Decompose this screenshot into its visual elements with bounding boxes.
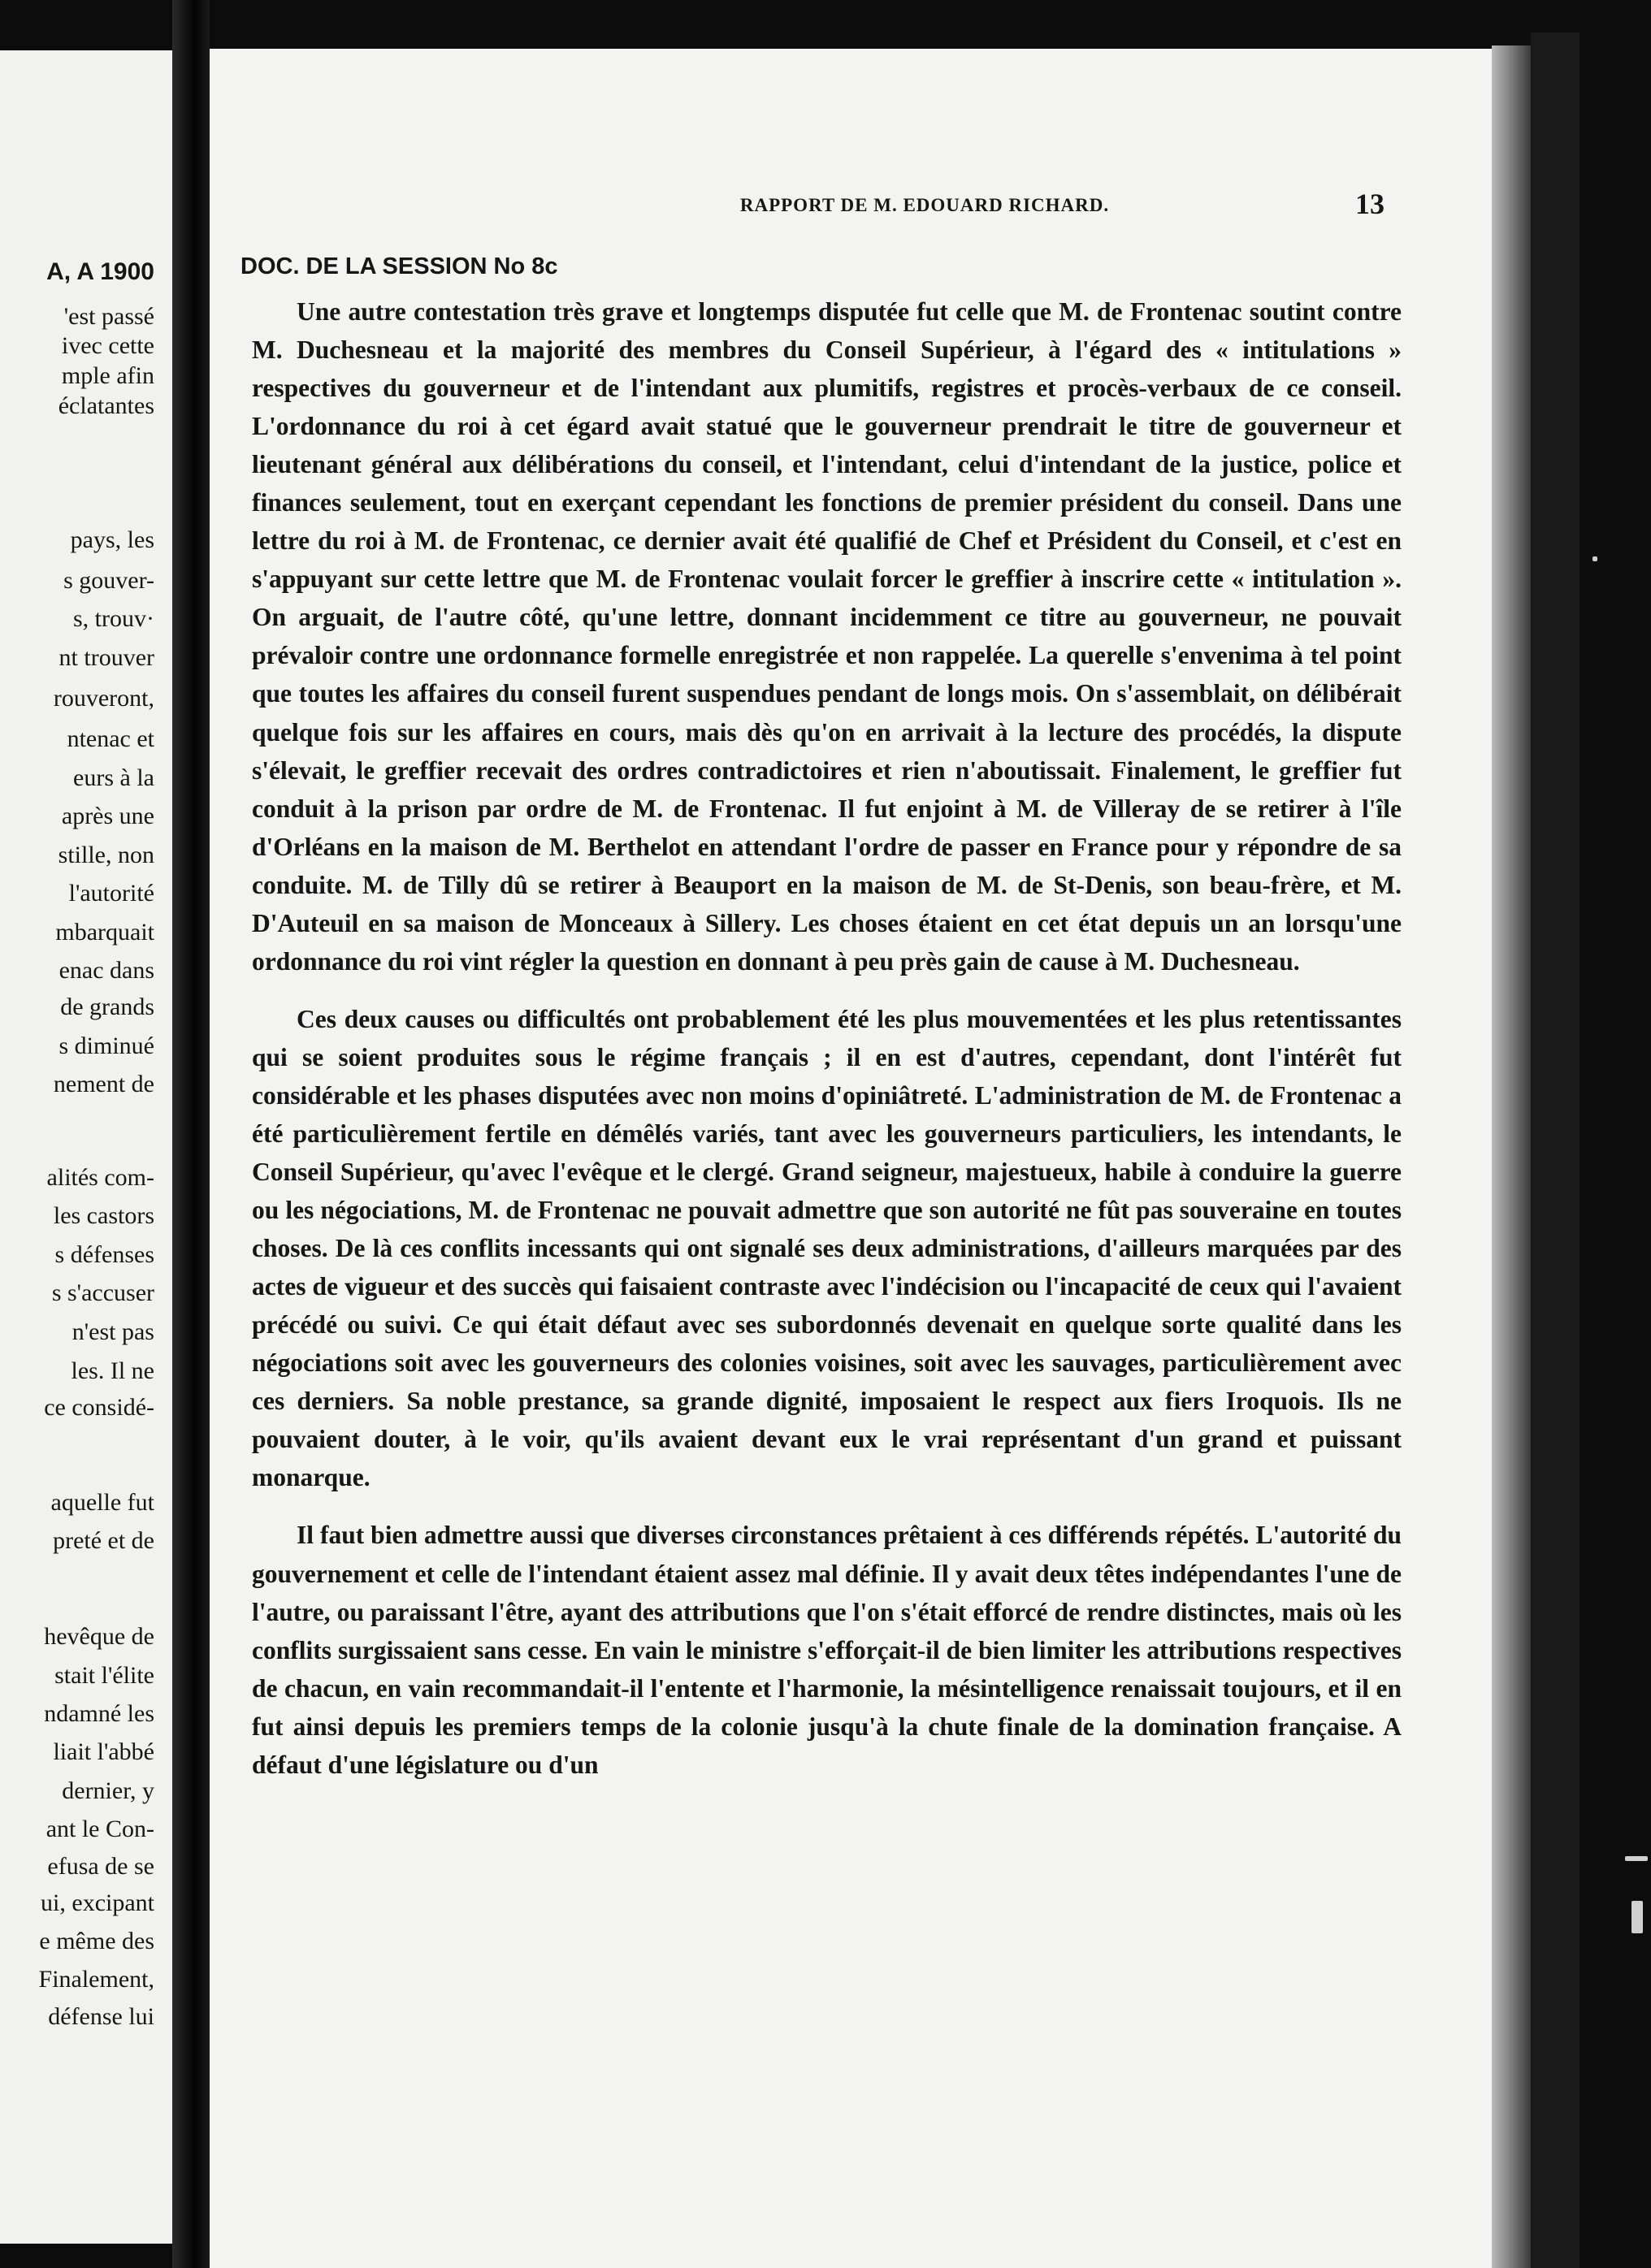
left-page-line: ivec cette [61, 332, 154, 359]
body-text [252, 292, 1402, 1803]
left-page-line: dernier, y [62, 1777, 154, 1804]
left-page-line: e même des [39, 1928, 154, 1954]
scan-artifact [1592, 556, 1597, 561]
left-page-line: ntenac et [67, 725, 154, 752]
scanner-border [1531, 32, 1580, 2268]
left-page-line: s, trouv· [73, 605, 154, 632]
left-page-line: s s'accuser [51, 1279, 154, 1306]
left-page-line: stille, non [58, 842, 154, 868]
left-page-line: efusa de se [47, 1853, 154, 1880]
left-page-line: A, A 1900 [46, 258, 154, 285]
document-page [210, 49, 1492, 2268]
left-page-line: eurs à la [73, 764, 154, 791]
left-page-line: Finalement, [38, 1966, 154, 1993]
left-page-line: nt trouver [58, 644, 154, 671]
left-page-line: alités com- [46, 1164, 154, 1191]
left-page-line: s gouver- [63, 567, 154, 594]
page-number: 13 [1355, 188, 1384, 220]
left-page-line: mple afin [61, 362, 154, 389]
left-page-line: preté et de [53, 1527, 154, 1554]
left-page-line: rouveront, [53, 685, 154, 712]
running-head: RAPPORT DE M. EDOUARD RICHARD. [739, 195, 1110, 215]
paragraph: Une autre contestation très grave et longtemps disputée fut celle que M. de Frontenac soutint contre M. Duchesneau et la majorité des membres du Conseil Supérieur, à l'égard des « intitulations » respectives du gouverneur et de l'intendant aux plumitifs, registres et procès-verbaux de ce conseil. L'ordonnance du roi à cet égard avait statué que le gouverneur prendrait le titre de gouverneur et lieutenant général aux délibérations du conseil, et l'intendant, celui d'intendant de la justice, police et finances seulement, tout en exerçant cependant les fonctions de premier président du conseil. Dans une lettre du roi à M. de Frontenac, ce dernier avait été qualifié de Chef et Président du Conseil, et c'est en s'appuyant sur cette lettre que M. de Frontenac voulait forcer le greffier à inscrire cette « intitulation ». On arguait, de l'autre côté, qu'une lettre, donnant incidemment ce titre au gouverneur, ne pouvait prévaloir contre une ordonnance formelle enregistrée et non rappelée. La querelle s'envenima à tel point que toutes les affaires du conseil furent suspendues pendant de longs mois. On s'assemblait, on délibérait quelque fois sur les affaires en cours, mais dès qu'on en arrivait à la lecture des procédés, la dispute s'élevait, le greffier recevait des ordres contradictoires et rien n'aboutissait. Finalement, le greffier fut conduit à la prison par ordre de M. de Frontenac. Il fut enjoint à M. de Villeray de se retirer à l'île d'Orléans en la maison de M. Berthelot en attendant l'ordre de passer en France pour y répondre de sa conduite. M. de Tilly dû se retirer à Beauport en la maison de M. de St-Denis, son beau-frère, et M. D'Auteuil en sa maison de Monceaux à Sillery. Les choses étaient en cet état depuis un an lorsqu'une ordonnance du roi vint régler la question en donnant à peu près gain de cause à M. Duchesneau. [252, 297, 1402, 976]
scan-artifact [1632, 1901, 1643, 1933]
left-page-line: ndamné les [44, 1700, 154, 1727]
left-page-line: enac dans [58, 957, 154, 984]
page-gutter [172, 0, 210, 2268]
left-page-line: liait l'abbé [53, 1738, 154, 1765]
left-page-line: ce considé- [44, 1394, 154, 1421]
left-page-line: mbarquait [55, 919, 154, 946]
session-label: DOC. DE LA SESSION No 8c [240, 253, 558, 279]
left-page-line: après une [61, 803, 154, 829]
left-page-line: stait l'élite [54, 1662, 154, 1689]
paragraph: Ces deux causes ou difficultés ont probablement été les plus mouvementées et les plus retentissantes qui se soient produites sous le régime français ; il en est d'autres, cependant, dont l'intérêt fut considérable et les phases disputées avec non moins d'opiniâtreté. L'administration de M. de Frontenac a été particulièrement fertile en démêlés variés, tant avec les gouverneurs particuliers, les intendants, le Conseil Supérieur, qu'avec l'evêque et le clergé. Grand seigneur, majestueux, habile à conduire la guerre ou les négociations, M. de Frontenac ne pouvait admettre que son autorité ne fût pas souveraine en toutes choses. De là ces conflits incessants qui ont signalé ses deux administrations, d'ailleurs marquées par des actes de vigueur et des succès qui faisaient contraste avec l'indécision ou l'incapacité de ceux qui l'avaient précédé ou suivi. Ce qui était défaut avec ses subordonnés devenait en quelque sorte qualité dans les négociations soit avec les gouverneurs des colonies voisines, soit avec les sauvages, particulièrement avec ces derniers. Sa noble prestance, sa grande dignité, imposaient le respect aux fiers Iroquois. Ils ne pouvaient douter, à le voir, qu'ils avaient devant eux le vrai représentant d'un grand et puissant monarque. [252, 1004, 1402, 1492]
left-page-line: les castors [53, 1202, 154, 1229]
left-page-line: aquelle fut [50, 1489, 154, 1516]
left-page-line: l'autorité [68, 880, 154, 907]
left-page-line: défense lui [48, 2003, 154, 2030]
left-page-line: éclatantes [58, 392, 154, 419]
left-page-line: 'est passé [63, 303, 154, 330]
left-page-line: s diminué [58, 1032, 154, 1059]
left-page-line: n'est pas [72, 1318, 154, 1345]
facing-page-left [0, 50, 172, 2244]
left-page-line: de grands [60, 993, 154, 1020]
left-page-line: hevêque de [44, 1623, 154, 1650]
left-page-line: les. Il ne [71, 1357, 154, 1384]
left-page-line: ui, excipant [41, 1889, 154, 1916]
scan-artifact [1625, 1856, 1648, 1861]
left-page-line: s défenses [54, 1241, 154, 1268]
left-page-line: pays, les [70, 526, 154, 553]
page-edge-shadow [1492, 45, 1531, 2268]
left-page-line: nement de [53, 1071, 154, 1097]
paragraph: Il faut bien admettre aussi que diverses circonstances prêtaient à ces différends répétés. L'autorité du gouvernement et celle de l'intendant étaient assez mal définie. Il y avait deux têtes indépendantes l'une de l'autre, ou paraissant l'être, ayant des attributions que l'on s'était efforcé de rendre distinctes, mais où les conflits surgissaient sans cesse. En vain le ministre s'efforçait-il de bien limiter les attributions respectives de chacun, en vain recommandait-il l'entente et l'harmonie, la mésintelligence renaissait toujours, et il en fut ainsi depuis les premiers temps de la colonie jusqu'à la chute finale de la domination française. A défaut d'une législature ou d'un [252, 1521, 1402, 1779]
left-page-line: ant le Con- [46, 1816, 154, 1842]
